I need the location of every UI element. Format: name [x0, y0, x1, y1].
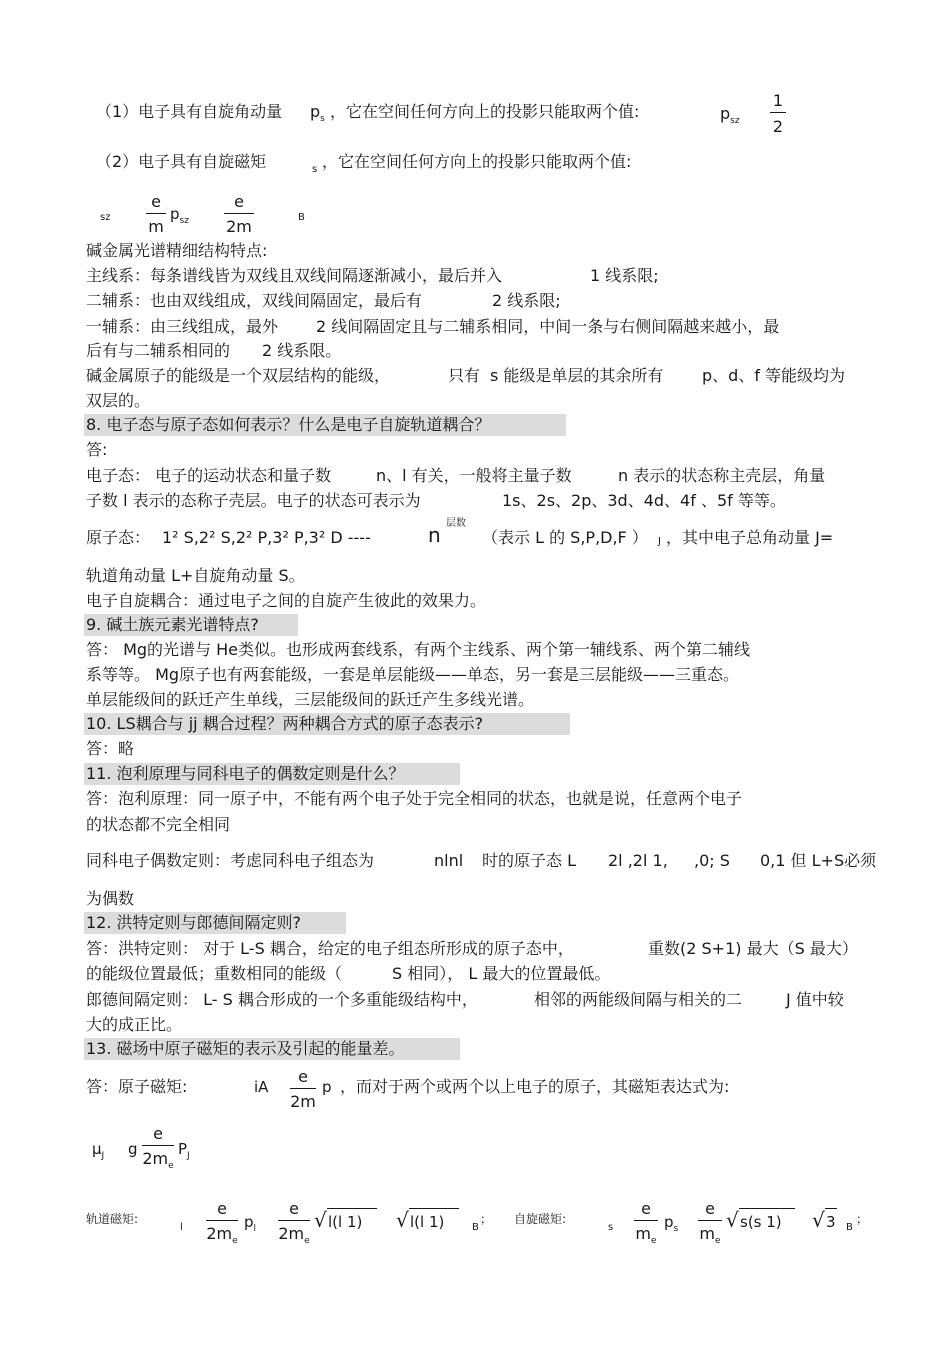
q13-den: 2m [290, 1092, 316, 1111]
alkali-first-d: 2 线系限。 [262, 341, 342, 360]
alkali-second: 二辅系：也由双线组成，双线间隔固定，最后有 [86, 291, 423, 310]
q8-as-d: 轨道角动量 L+自旋角动量 S。 [86, 566, 305, 585]
q12-a3b: 相邻的两能级间隔与相关的二 [534, 990, 743, 1009]
q9-a1: 答： Mg的光谱与 He类似。也形成两套线系，有两个主线系、两个第一辅线系、两个第二辅线 [86, 640, 751, 659]
eq1-e1: e [151, 192, 161, 211]
spin-sqrt-bar-2 [825, 1208, 837, 1209]
fraction-bar [770, 112, 786, 113]
q8-heading: 8. 电子态与原子态如何表示？什么是电子自旋轨道耦合？ [86, 415, 491, 434]
q11-rule-c: 时的原子态 L [482, 851, 577, 870]
eq1-lhs-sub: sz [100, 212, 111, 223]
q8-es-d: 子数 l 表示的态称子壳层。电子的状态可表示为 [86, 491, 421, 510]
q8-as-expr: 1² S,2² S,2² P,3² P,3² D ---- [162, 528, 371, 547]
q10-answer: 答：略 [86, 739, 135, 758]
q9-heading: 9. 碱土族元素光谱特点? [86, 615, 259, 634]
eq1-p: $p_{sz}$ [170, 205, 189, 226]
orbital-sqrt1: l(l 1) [328, 1213, 363, 1231]
spin-e2: e [705, 1199, 715, 1218]
eq1-b: B [298, 212, 305, 223]
eq1-bar2 [224, 213, 254, 214]
orbital-sqrt-bar-2 [409, 1208, 459, 1209]
alkali-title: 碱金属光谱精细结构特点: [86, 241, 268, 260]
orbital-sqrt-sign-2: √ [396, 1208, 409, 1232]
spin-end: ； [856, 1212, 869, 1226]
q12-a3c: J 值中较 [786, 990, 844, 1009]
orbital-p: $p_l$ [244, 1213, 257, 1234]
p2-sub: s [312, 164, 318, 175]
q8-answer-label: 答: [86, 440, 108, 459]
q8-as-c: ，其中电子总角动量 J= [666, 528, 834, 547]
spin-sqrt1: s(s 1) [740, 1213, 782, 1231]
q8-es-c: n 表示的状态称主壳层，角量 [618, 466, 826, 485]
q13-heading: 13. 磁场中原子磁矩的表示及引起的能量差。 [86, 1039, 405, 1058]
q8-coupling: 电子自旋耦合：通过电子之间的自旋产生彼此的效果力。 [86, 591, 487, 610]
p2-text: （2）电子具有自旋磁矩 [96, 152, 267, 171]
orbital-d1: $2m_e$ [206, 1224, 238, 1247]
p1-rest: ，它在空间任何方向上的投影只能取两个值: [330, 102, 640, 121]
alkali-level-c: s 能级是单层的其余所有 [490, 366, 664, 385]
orbital-sqrt-bar-1 [327, 1208, 377, 1209]
q11-rule-e: ,0; S [694, 851, 730, 870]
spin-d2: $m_e$ [699, 1224, 721, 1247]
q13-den2: $2m_e$ [142, 1149, 174, 1172]
q11-rule-a: 同科电子偶数定则：考虑同科电子组态为 [86, 851, 375, 870]
q9-a2: 系等等。 Mg原子也有两套能级，一套是单层能级——单态，另一套是三层能级——三重态。 [86, 665, 740, 684]
spin-e1: e [641, 1199, 651, 1218]
q13-a-rest: ，而对于两个或两个以上电子的原子，其磁矩表达式为: [340, 1077, 730, 1096]
q11-a1: 答：泡利原理：同一原子中，不能有两个电子处于完全相同的状态，也就是说，任意两个电子 [86, 789, 743, 808]
q13-g: g [128, 1140, 138, 1158]
q11-a2: 的状态都不完全相同 [86, 815, 231, 834]
eq1-m1: m [148, 217, 164, 236]
p1-symbol: $p_s$ [310, 102, 325, 125]
orbital-e1: e [217, 1199, 227, 1218]
alkali-main: 主线系：每条谱线皆为双线且双线间隔逐渐减小，最后并入 [86, 266, 503, 285]
alkali-level-e: 双层的。 [86, 391, 151, 410]
alkali-level-b: 只有 [448, 366, 481, 385]
q11-heading: 11. 泡利原理与同科电子的偶数定则是什么？ [86, 764, 405, 783]
q8-as-j: J [658, 536, 661, 547]
q8-as-n: n [428, 523, 441, 547]
q13-mu: $\mu_J$ [92, 1140, 105, 1161]
q13-ia: iA [254, 1078, 269, 1096]
orbital-bar2 [278, 1220, 310, 1221]
alkali-second-num: 2 线系限; [492, 291, 561, 310]
spin-bar2 [698, 1220, 722, 1221]
alkali-first-a: 一辅系：由三线组成，最外 [86, 317, 279, 336]
q13-p: p [322, 1078, 332, 1096]
alkali-main-num: 1 线系限; [590, 266, 659, 285]
orbital-b: B [472, 1222, 479, 1233]
q8-as-label: 原子态： [86, 528, 151, 547]
orbital-bar1 [206, 1220, 238, 1221]
q9-a3: 单层能级间的跃迁产生单线，三层能级间的跃迁产生多线光谱。 [86, 690, 535, 709]
q12-a4: 大的成正比。 [86, 1015, 183, 1034]
alkali-level-d: p、d、f 等能级均为 [702, 366, 846, 385]
orbital-end: ； [480, 1212, 493, 1226]
eq1-m2: 2m [226, 217, 252, 236]
q11-rule-d: 2l ,2l 1, [608, 851, 668, 870]
q12-a3: 郎德间隔定则： L- S 耦合形成的一个多重能级结构中， [86, 990, 478, 1009]
orbital-label: 轨道磁矩: [86, 1212, 139, 1226]
q11-rule-f: 0,1 但 L+S必须 [760, 851, 877, 870]
q12-a2b: S 相同）， L 最大的位置最低。 [392, 964, 611, 983]
spin-sqrt-sign-2: √ [812, 1208, 825, 1232]
half-denominator: 2 [772, 117, 784, 136]
eq1-bar1 [146, 213, 166, 214]
q8-es-a: 电子态： 电子的运动状态和量子数 [86, 466, 332, 485]
spin-sub: s [608, 1222, 614, 1233]
q13-e: e [298, 1067, 308, 1086]
spin-sqrt-bar-1 [739, 1208, 795, 1209]
eq1-e2: e [234, 192, 244, 211]
orbital-e2: e [289, 1199, 299, 1218]
spin-sqrt2: 3 [826, 1213, 836, 1231]
spin-bar1 [634, 1220, 658, 1221]
q8-as-sup: 层数 [446, 518, 466, 529]
q11-rule-g: 为偶数 [86, 889, 135, 908]
spin-sqrt-sign-1: √ [726, 1208, 739, 1232]
spin-b: B [846, 1222, 853, 1233]
q13-bar2 [142, 1145, 174, 1146]
orbital-sub: l [180, 1222, 183, 1233]
q13-e2: e [153, 1124, 163, 1143]
q12-a1: 答：洪特定则： 对于 L-S 耦合，给定的电子组态所形成的原子态中， [86, 939, 574, 958]
q12-a2: 的能级位置最低；重数相同的能级（ [86, 964, 343, 983]
q13-bar [290, 1088, 316, 1089]
p1-text: （1）电子具有自旋角动量 [96, 102, 283, 121]
spin-label: 自旋磁矩: [514, 1212, 567, 1226]
q8-es-b: n、l 有关，一般将主量子数 [376, 466, 572, 485]
alkali-level-a: 碱金属原子的能级是一个双层结构的能级， [86, 366, 391, 385]
spin-p: $p_s$ [664, 1213, 679, 1234]
q8-as-b: （表示 L 的 S,P,D,F ） [482, 528, 648, 547]
q12-a1b: 重数(2 S+1) 最大（S 最大） [648, 939, 858, 958]
q10-heading: 10. LS耦合与 jj 耦合过程？两种耦合方式的原子态表示? [86, 714, 484, 733]
orbital-d2: $2m_e$ [278, 1224, 310, 1247]
q11-rule-b: nlnl [434, 851, 464, 870]
orbital-sqrt-sign-1: √ [314, 1208, 327, 1232]
alkali-first-b: 2 线间隔固定且与二辅系相同，中间一条与右侧间隔越来越小，最 [316, 317, 780, 336]
alkali-first-c: 后有与二辅系相同的 [86, 341, 231, 360]
q12-heading: 12. 洪特定则与郎德间隔定则? [86, 913, 302, 932]
q13-P: $P_J$ [178, 1140, 190, 1161]
p1-psz: $p_{sz}$ [720, 104, 740, 127]
half-numerator: 1 [772, 91, 784, 110]
q8-es-e: 1s、2s、2p、3d、4d、4f 、5f 等等。 [502, 491, 786, 510]
p2-rest: ，它在空间任何方向上的投影只能取两个值: [322, 152, 632, 171]
q13-a-label: 答：原子磁矩: [86, 1077, 188, 1096]
orbital-sqrt2: l(l 1) [410, 1213, 445, 1231]
spin-d1: $m_e$ [635, 1224, 657, 1247]
